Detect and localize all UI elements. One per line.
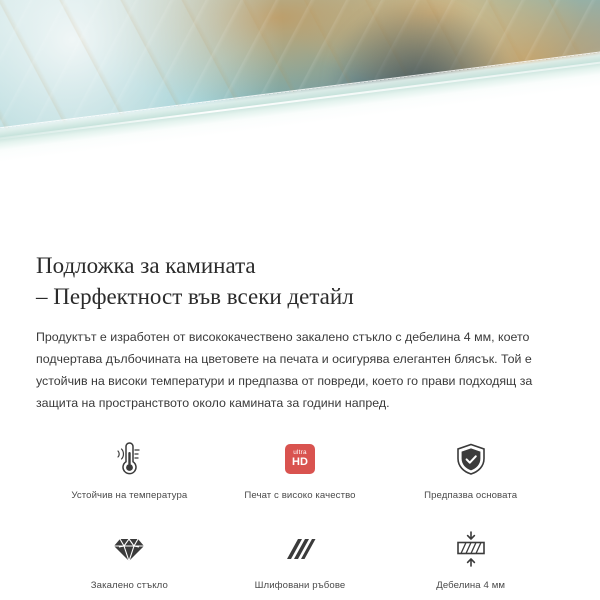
feature-label: Шлифовани ръбове xyxy=(254,580,346,591)
content-area xyxy=(0,222,600,600)
hero-image xyxy=(0,0,600,222)
page-title xyxy=(36,250,564,312)
feature-item-tempered-glass xyxy=(44,526,215,600)
feature-item-thickness xyxy=(385,526,556,600)
shield-check-icon xyxy=(454,436,488,482)
hero-white-base xyxy=(0,192,600,222)
ultra-hd-badge-bottom: HD xyxy=(292,456,308,469)
feature-label: Печат с високо качество xyxy=(244,490,356,501)
feature-item-temperature xyxy=(44,436,215,518)
feature-label: Дебелина 4 мм xyxy=(436,580,506,591)
feature-grid xyxy=(36,436,564,600)
ultra-hd-badge-top: ultra xyxy=(293,448,307,456)
product-description-text: Продуктът е изработен от висококачествено закалено стъкло с дебелина 4 мм, което подчертава дълбочината на цветовете на печата и осигурява елегантен блясък. Той е устойчив на високи температури и предпазва от повреди, което го прави подходящ за защита на пространството около камината за години напред. xyxy=(36,330,533,410)
feature-item-polished-edges xyxy=(215,526,386,600)
ultra-hd-icon xyxy=(285,436,315,482)
feature-label: Закалено стъкло xyxy=(90,580,168,591)
feature-label: Устойчив на температура xyxy=(71,490,188,501)
diamond-icon xyxy=(110,526,148,572)
polished-edges-icon xyxy=(281,526,319,572)
page-title-line-1: Подложка за камината xyxy=(36,253,256,278)
feature-item-print-quality xyxy=(215,436,386,518)
thickness-icon xyxy=(452,526,490,572)
feature-item-surface-protection xyxy=(385,436,556,518)
page-title-line-2: – Перфектност във всеки детайл xyxy=(36,284,354,309)
feature-label: Предпазва основата xyxy=(424,490,518,501)
thermometer-icon xyxy=(112,436,146,482)
